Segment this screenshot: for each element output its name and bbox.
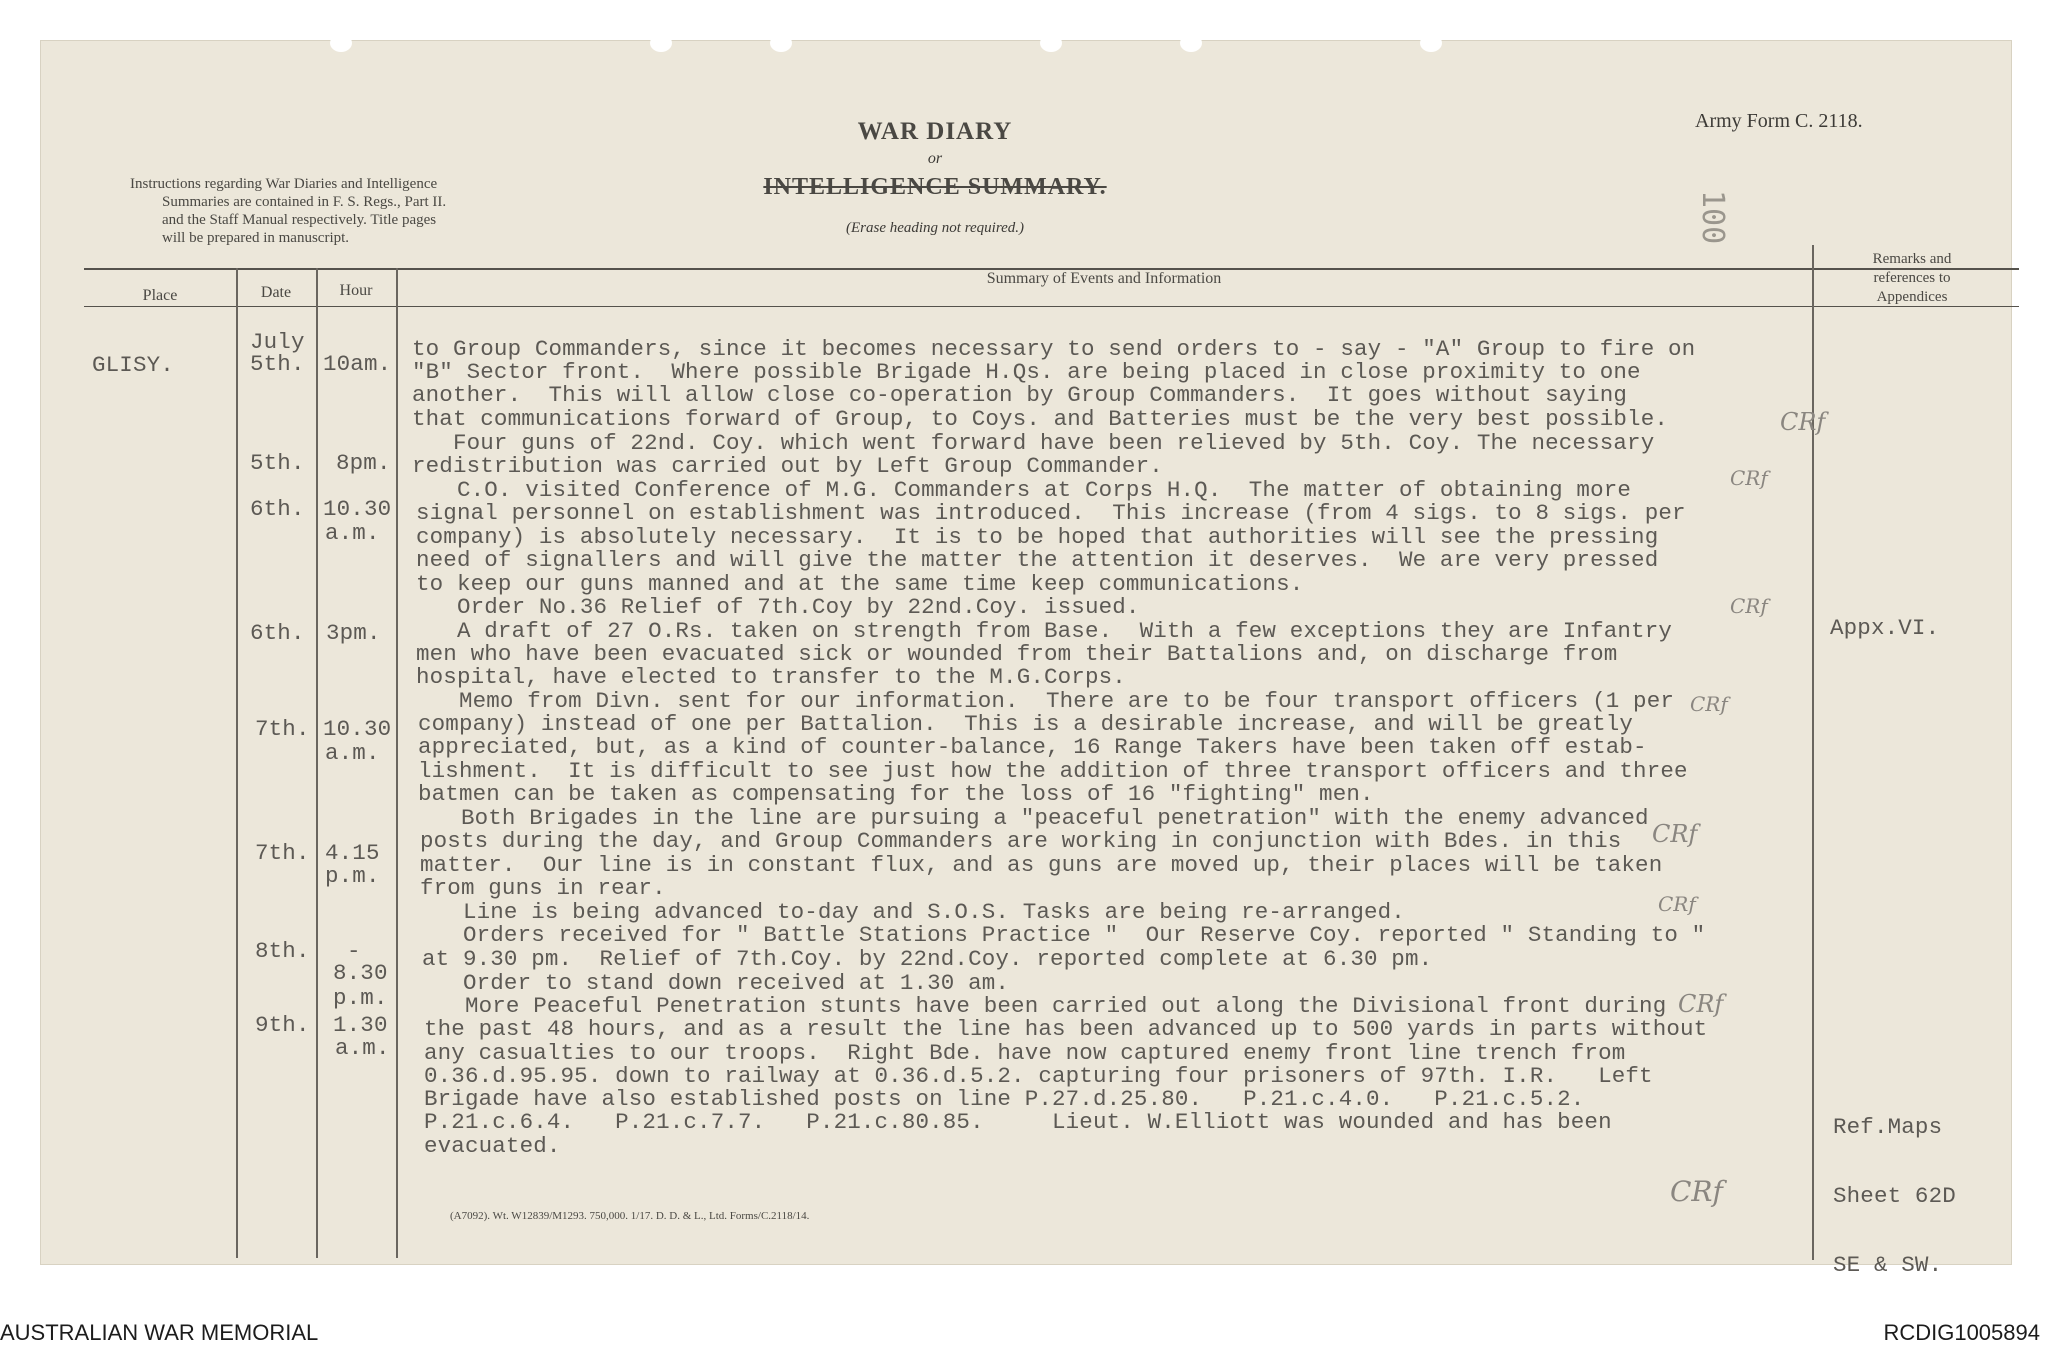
remarks-line: Ref.Maps <box>1833 1114 1943 1140</box>
summary-line: the past 48 hours, and as a result the line has been advanced up to 500 yards in parts without <box>424 1016 1708 1042</box>
remarks-head-line: Appendices <box>1876 289 1948 305</box>
summary-line: that communications forward of Group, to Coys. and Batteries must be the very best possible. <box>412 406 1669 432</box>
printer-imprint: (A7092). Wt. W12839/M1293. 750,000. 1/17. D. D. & L., Ltd. Forms/C.2118/14. <box>450 1210 810 1222</box>
handwritten-initials: CRf <box>1658 892 1696 916</box>
remarks-head-line: references to <box>1873 270 1951 286</box>
summary-line: appreciated, but, as a kind of counter-balance, 16 Range Takers have been taken off estab- <box>418 734 1647 760</box>
doc-subtitle-struck: INTELLIGENCE SUMMARY. <box>763 174 1107 200</box>
summary-line: evacuated. <box>424 1133 561 1159</box>
summary-line: any casualties to our troops. Right Bde. have now captured enemy front line trench from <box>424 1040 1626 1066</box>
summary-line: Order No.36 Relief of 7th.Coy by 22nd.Coy. issued. <box>416 594 1140 620</box>
hour-cell: a.m. <box>335 1035 390 1061</box>
date-cell: 5th. <box>250 450 305 476</box>
hour-cell: 8.30 <box>333 960 388 986</box>
summary-line: P.21.c.6.4. P.21.c.7.7. P.21.c.80.85. Lieut. W.Elliott was wounded and has been <box>424 1109 1612 1135</box>
hour-cell: 8pm. <box>336 450 391 476</box>
date-cell: 7th. <box>255 840 310 866</box>
handwritten-initials: CRf <box>1678 990 1724 1018</box>
summary-line: redistribution was carried out by Left Group Commander. <box>412 453 1163 479</box>
date-cell: July <box>250 329 305 355</box>
summary-line: at 9.30 pm. Relief of 7th.Coy. by 22nd.Coy. reported complete at 6.30 pm. <box>422 946 1433 972</box>
summary-line: to Group Commanders, since it becomes necessary to send orders to - say - "A" Group to fire on <box>412 336 1696 362</box>
summary-line: to keep our guns manned and at the same time keep communications. <box>416 571 1304 597</box>
summary-line: Brigade have also established posts on line P.27.d.25.80. P.21.c.4.0. P.21.c.5.2. <box>424 1086 1585 1112</box>
col-head-date: Date <box>260 284 292 301</box>
place-value: GLISY. <box>92 352 174 378</box>
hour-cell: 3pm. <box>326 620 381 646</box>
footer-identifier: RCDIG1005894 <box>1883 1320 2040 1345</box>
summary-line: Both Brigades in the line are pursuing a "peaceful penetration" with the enemy advanced <box>420 805 1649 831</box>
instructions-line: and the Staff Manual respectively. Title pages <box>162 212 437 228</box>
instructions-line: Instructions regarding War Diaries and Intelligence <box>130 176 438 192</box>
handwritten-initials: CRf <box>1730 594 1768 618</box>
summary-line: More Peaceful Penetration stunts have been carried out along the Divisional front during <box>424 993 1667 1019</box>
instructions-note <box>130 175 650 247</box>
col-head-place: Place <box>142 287 178 304</box>
summary-line: another. This will allow close co-operation by Group Commanders. It goes without saying <box>412 382 1628 408</box>
date-cell: 6th. <box>250 496 305 522</box>
hour-cell: 4.15 <box>325 840 380 866</box>
summary-line: matter. Our line is in constant flux, and as guns are moved up, their places will be taken <box>420 852 1663 878</box>
instructions-line: Summaries are contained in F. S. Regs., Part II. <box>162 194 447 210</box>
doc-or: or <box>927 150 943 167</box>
hour-cell: a.m. <box>325 520 380 546</box>
hour-cell: - <box>347 938 361 964</box>
date-cell: 5th. <box>250 351 305 377</box>
handwritten-initials: CRf <box>1670 1175 1723 1208</box>
summary-line: Orders received for " Battle Stations Practice " Our Reserve Coy. reported " Standing to " <box>422 922 1706 948</box>
punch-hole <box>770 34 792 52</box>
summary-line: company) instead of one per Battalion. This is a desirable increase, and will be greatly <box>418 711 1634 737</box>
punch-hole <box>1040 34 1062 52</box>
summary-line: hospital, have elected to transfer to the M.G.Corps. <box>416 664 1126 690</box>
hour-cell: 1.30 <box>333 1012 388 1038</box>
hour-cell: 10am. <box>323 351 392 377</box>
col-rule <box>316 268 318 1258</box>
handwritten-initials: CRf <box>1690 692 1728 716</box>
summary-line: Order to stand down received at 1.30 am. <box>422 970 1010 996</box>
remarks-appendix: Appx.VI. <box>1830 615 1940 641</box>
summary-line: signal personnel on establishment was introduced. This increase (from 4 sigs. to 8 sigs. per <box>416 500 1686 526</box>
remarks-line: SE & SW. <box>1833 1252 1943 1278</box>
col-rule <box>396 268 398 1258</box>
summary-line: batmen can be taken as compensating for the loss of 16 "fighting" men. <box>418 781 1374 807</box>
date-cell: 7th. <box>255 716 310 742</box>
col-head-summary: Summary of Events and Information <box>986 270 1222 287</box>
remarks-line: Sheet 62D <box>1833 1183 1956 1209</box>
summary-line: 0.36.d.95.95. down to railway at 0.36.d.5.2. capturing four prisoners of 97th. I.R. Left <box>424 1063 1653 1089</box>
col-rule <box>236 268 238 1258</box>
erase-note: (Erase heading not required.) <box>845 220 1025 236</box>
punch-hole <box>330 34 352 52</box>
remarks-refmaps <box>1833 1070 1956 1323</box>
footer-institution: AUSTRALIAN WAR MEMORIAL <box>0 1320 319 1345</box>
handwritten-initials: CRf <box>1730 466 1768 490</box>
form-number: Army Form C. 2118. <box>1695 110 1863 132</box>
summary-line: Line is being advanced to-day and S.O.S. Tasks are being re-arranged. <box>422 899 1405 925</box>
date-cell: 8th. <box>255 938 310 964</box>
punch-hole <box>650 34 672 52</box>
summary-line: from guns in rear. <box>420 875 666 901</box>
summary-line: A draft of 27 O.Rs. taken on strength from Base. With a few exceptions they are Infantry <box>416 618 1673 644</box>
col-head-remarks <box>1812 250 2012 307</box>
hour-cell: 10.30 <box>323 496 392 522</box>
header-bottom-rule <box>84 306 2019 307</box>
summary-line: company) is absolutely necessary. It is to be hoped that authorities will see the pressing <box>416 524 1659 550</box>
page-stamp: 100 <box>1695 190 1730 245</box>
summary-line: men who have been evacuated sick or wounded from their Battalions and, on discharge from <box>416 641 1618 667</box>
hour-cell: 10.30 <box>323 716 392 742</box>
remarks-head-line: Remarks and <box>1872 251 1952 267</box>
summary-line: lishment. It is difficult to see just how the addition of three transport officers and three <box>418 758 1688 784</box>
punch-hole <box>1180 34 1202 52</box>
handwritten-initials: CRf <box>1780 408 1826 436</box>
date-cell: 9th. <box>255 1012 310 1038</box>
diary-page <box>40 40 2012 1278</box>
summary-line: posts during the day, and Group Commanders are working in conjunction with Bdes. in this <box>420 828 1622 854</box>
summary-line: Memo from Divn. sent for our information. There are to be four transport officers (1 per <box>418 688 1675 714</box>
punch-hole <box>1420 34 1442 52</box>
col-rule <box>1812 245 1814 1260</box>
hour-cell: p.m. <box>333 985 388 1011</box>
summary-line: need of signallers and will give the matter the attention it deserves. We are very pressed <box>416 547 1659 573</box>
date-cell: 6th. <box>250 620 305 646</box>
handwritten-initials: CRf <box>1652 820 1698 848</box>
summary-line: C.O. visited Conference of M.G. Commanders at Corps H.Q. The matter of obtaining more <box>416 477 1632 503</box>
doc-title: WAR DIARY <box>857 118 1013 145</box>
summary-line: "B" Sector front. Where possible Brigade H.Qs. are being placed in close proximity to one <box>412 359 1641 385</box>
hour-cell: p.m. <box>325 863 380 889</box>
hour-cell: a.m. <box>325 740 380 766</box>
summary-line: Four guns of 22nd. Coy. which went forward have been relieved by 5th. Coy. The necessary <box>412 430 1655 456</box>
instructions-line: will be prepared in manuscript. <box>162 230 350 246</box>
col-head-hour: Hour <box>339 282 373 299</box>
